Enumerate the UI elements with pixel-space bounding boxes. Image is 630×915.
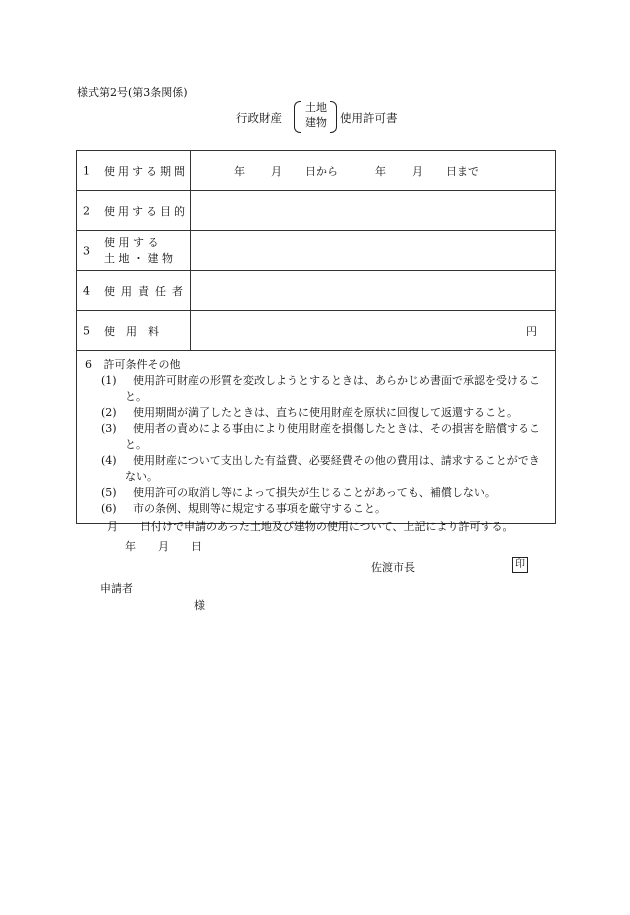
condition-number: (5): [101, 486, 117, 499]
condition-number: (4): [101, 454, 117, 467]
grant-date: 年 月 日: [125, 540, 202, 553]
conditions-title: 許可条件その他: [103, 358, 181, 371]
label-purpose: [77, 191, 191, 231]
title-prefix: 行政財産: [236, 111, 282, 125]
row-period: [77, 151, 556, 191]
row-property: [77, 231, 556, 271]
period-month-to: 月: [412, 164, 423, 178]
condition-item: [83, 405, 549, 421]
label-fee: [77, 311, 191, 351]
row-number: 3: [83, 244, 90, 257]
row-label-line1: 使 用 す る: [104, 235, 159, 249]
row-fee: [77, 311, 556, 351]
form-number: 様式第2号(第3条関係): [77, 86, 188, 99]
condition-item: [83, 453, 549, 485]
fee-field[interactable]: [191, 311, 556, 351]
title-suffix: 使用許可書: [340, 111, 398, 125]
applicant-label: 申請者: [100, 582, 133, 595]
condition-text: 市の条例、規則等に規定する事項を厳守すること。: [133, 502, 386, 515]
row-label: 使用する目的: [104, 204, 188, 218]
row-label: 使用する期間: [104, 164, 188, 178]
row-label: 使用責任者: [104, 284, 189, 298]
responsible-field[interactable]: [191, 271, 556, 311]
row-purpose: [77, 191, 556, 231]
row-responsible: [77, 271, 556, 311]
title-land: 土地: [305, 101, 327, 114]
period-day-from: 日から: [305, 164, 338, 178]
title-building: 建物: [305, 116, 327, 129]
period-year-to: 年: [375, 164, 386, 178]
row-label-two-line: [104, 235, 173, 267]
row-number: 5: [83, 324, 90, 337]
condition-item: [83, 421, 549, 453]
purpose-field[interactable]: [191, 191, 556, 231]
condition-text: 使用期間が満了したときは、直ちに使用財産を原状に回復して返還すること。: [133, 406, 518, 419]
condition-text: 使用許可の取消し等によって損失が生じることがあっても、補償しない。: [133, 486, 496, 499]
conditions-cell: [77, 351, 556, 524]
fee-unit: 円: [526, 324, 537, 338]
condition-text: 使用財産について支出した有益費、必要経費その他の費用は、請求することができない。: [125, 454, 540, 483]
title-stack: [302, 100, 330, 130]
period-day-to: 日まで: [446, 164, 479, 178]
property-field[interactable]: [191, 231, 556, 271]
condition-number: (2): [101, 406, 117, 419]
honorific: 様: [194, 599, 205, 612]
label-property: [77, 231, 191, 271]
row-conditions: [77, 351, 556, 524]
seal-stamp-icon: 印: [512, 557, 528, 573]
period-month-from: 月: [271, 164, 282, 178]
label-period: [77, 151, 191, 191]
period-year-from: 年: [234, 164, 245, 178]
label-responsible: [77, 271, 191, 311]
condition-item: [83, 501, 549, 517]
row-number: 2: [83, 204, 90, 217]
condition-text: 使用者の責めによる事由により使用財産を損傷したときは、その損害を賠償すること。: [125, 422, 540, 451]
left-bracket-icon: [294, 101, 301, 133]
condition-item: [83, 485, 549, 501]
condition-item: [83, 373, 549, 405]
permit-table: [76, 150, 556, 524]
period-field[interactable]: [191, 151, 556, 191]
right-bracket-icon: [330, 101, 337, 133]
row-number: 1: [83, 164, 90, 177]
condition-number: (1): [101, 374, 117, 387]
row-number: 4: [83, 284, 90, 297]
mayor-title: 佐渡市長: [371, 561, 415, 574]
row-label-line2: 土 地 ・ 建 物: [104, 251, 173, 265]
row-label: 使 用 料: [104, 324, 159, 338]
conditions-heading: [85, 357, 549, 373]
condition-number: (3): [101, 422, 117, 435]
grant-statement: 月 日付けで申請のあった土地及び建物の使用について、上記により許可する。: [107, 520, 514, 533]
conditions-number: 6: [85, 358, 92, 371]
condition-number: (6): [101, 502, 117, 515]
condition-text: 使用許可財産の形質を変改しようとするときは、あらかじめ書面で承認を受けること。: [125, 374, 540, 403]
